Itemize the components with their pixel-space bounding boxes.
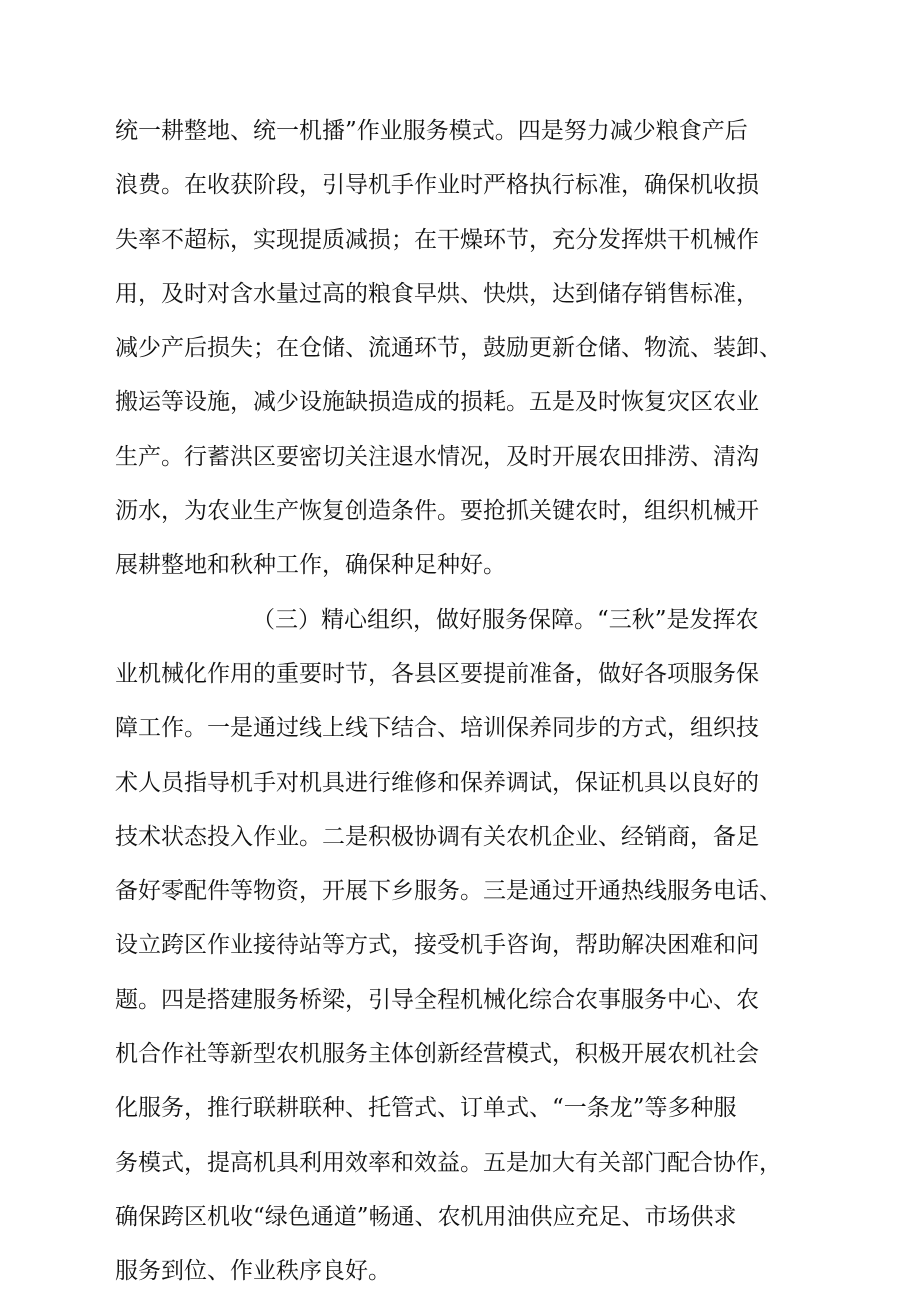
paragraph-1-line: 失率不超标，实现提质减损；在干燥环节，充分发挥烘干机械作 [115,226,759,253]
paragraph-2-line: 术人员指导机手对机具进行维修和保养调试，保证机具以良好的 [115,769,759,796]
paragraph-1-line: 减少产后损失；在仓储、流通环节，鼓励更新仓储、物流、装卸、 [115,335,782,362]
paragraph-2-line: 业机械化作用的重要时节，各县区要提前准备，做好各项服务保 [115,660,759,687]
paragraph-1 [115,104,805,593]
paragraph-2-first-line: （三）精心组织，做好服务保障。“三秋”是发挥农 [252,606,759,633]
paragraph-1-line: 统一耕整地、统一机播”作业服务模式。四是努力减少粮食产后 [115,118,748,144]
document-body [115,104,805,1299]
paragraph-1-line: 浪费。在收获阶段，引导机手作业时严格执行标准，确保机收损 [115,172,759,199]
paragraph-1-line: 展耕整地和秋种工作，确保种足种好。 [115,552,506,579]
paragraph-2-line: 机合作社等新型农机服务主体创新经营模式，积极开展农机社会 [115,1041,759,1068]
paragraph-2 [115,593,805,1299]
paragraph-2-line: 服务到位、作业秩序良好。 [115,1258,391,1285]
paragraph-2-line: 题。四是搭建服务桥梁，引导全程机械化综合农事服务中心、农 [115,986,759,1013]
paragraph-2-line: 化服务，推行联耕联种、托管式、订单式、“一条龙”等多种服 [115,1095,737,1122]
paragraph-1-line: 用，及时对含水量过高的粮食早烘、快烘，达到储存销售标准， [115,280,759,307]
paragraph-1-line: 搬运等设施，减少设施缺损造成的损耗。五是及时恢复灾区农业 [115,389,759,416]
paragraph-2-line: 确保跨区机收“绿色通道”畅通、农机用油供应充足、市场供求 [115,1203,737,1230]
paragraph-1-line: 沥水，为农业生产恢复创造条件。要抢抓关键农时，组织机械开 [115,498,759,525]
paragraph-1-line: 生产。行蓄洪区要密切关注退水情况，及时开展农田排涝、清沟 [115,443,759,470]
paragraph-2-line: 设立跨区作业接待站等方式，接受机手咨询，帮助解决困难和问 [115,932,759,959]
paragraph-2-line: 障工作。一是通过线上线下结合、培训保养同步的方式，组织技 [115,715,759,742]
paragraph-2-line: 技术状态投入作业。二是积极协调有关农机企业、经销商，备足 [115,823,759,850]
paragraph-2-line: 务模式，提高机具利用效率和效益。五是加大有关部门配合协作， [115,1149,782,1176]
paragraph-2-line: 备好零配件等物资，开展下乡服务。三是通过开通热线服务电话、 [115,878,782,905]
